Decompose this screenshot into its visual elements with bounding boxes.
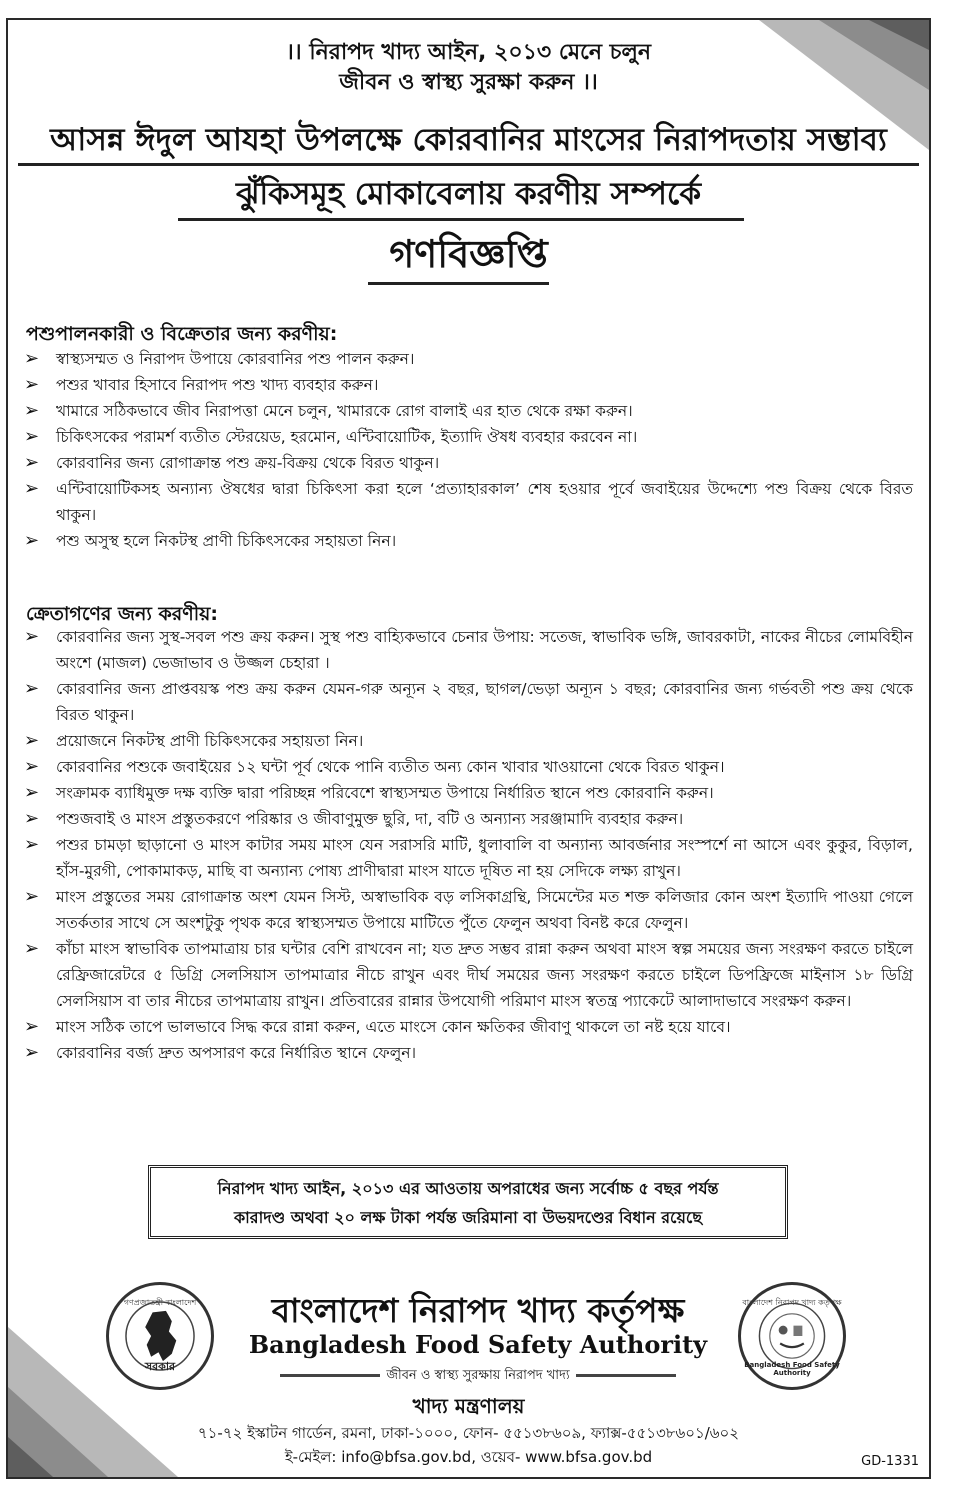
list-item [20,528,913,554]
bfsa-seal-top-text: বাংলাদেশ নিরাপদ খাদ্য কর্তৃপক্ষ [742,1298,842,1307]
list-item [20,450,913,476]
arrow-bullet-icon: ➢ [24,452,40,473]
list-item-text: কাঁচা মাংস স্বাভাবিক তাপমাত্রায় চার ঘন্টার বেশি রাখবেন না; যত দ্রুত সম্ভব রান্না করুন অথবা মাংস স্বল্প সময়ের জন্য সংরক্ষণ করতে চাইলে রেফ্রিজারেটরে ৫ ডিগ্রি সেলসিয়াস তাপমাত্রার নীচে রাখুন এবং দীর্ঘ সময়ের জন্য সংরক্ষণ করতে চাইলে ডিপফ্রিজে মাইনাস ১৮ ডিগ্রি সেলসিয়াস বা তার নীচের তাপমাত্রায় রাখুন। প্রতিবারের রান্নার উপযোগী পরিমাণ মাংস স্বতন্ত্র প্যাকেটে আলাদাভাবে সংরক্ষণ করুন। [56,940,913,1010]
list-item-text: কোরবানির জন্য প্রাপ্তবয়স্ক পশু ক্রয় করুন যেমন-গরু অন্যূন ২ বছর, ছাগল/ভেড়া অন্যূন ১ বছর; কোরবানির জন্য গর্ভবতী পশু ক্রয় থেকে বিরত থাকুন। [56,680,913,724]
list-item [20,832,913,884]
list-item [20,728,913,754]
slogan-line-2: জীবন ও স্বাস্থ্য সুরক্ষা করুন ।। [339,70,598,95]
arrow-bullet-icon: ➢ [24,834,40,855]
bfsa-seal-caption: Bangladesh Food Safety Authority [744,1361,840,1377]
list-item-text: সংক্রামক ব্যাধিমুক্ত দক্ষ ব্যক্তি দ্বারা পরিচ্ছন্ন পরিবেশে স্বাস্থ্যসম্মত উপায়ে নির্ধারিত স্থানে পশু কোরবানি করুন। [56,784,714,802]
govt-seal-top-text: গণপ্রজাতন্ত্রী বাংলাদেশ [123,1298,197,1307]
arrow-bullet-icon: ➢ [24,374,40,395]
list-item-text: মাংস প্রস্তুতের সময় রোগাক্রান্ত অংশ যেমন সিস্ট, অস্বাভাবিক বড় লসিকাগ্রন্থি, সিমেন্টের মত শক্ত কলিজার কোন অংশ ইত্যাদি পাওয়া গেলে সতর্কতার সাথে সে অংশটুকু পৃথক করে স্বাস্থ্যসম্মত উপায়ে মাটিতে পুঁতে ফেলুন অথবা বিনষ্ট করে ফেলুন। [56,888,913,932]
list-item [20,1014,913,1040]
arrow-bullet-icon: ➢ [24,886,40,907]
buyer-section-heading: ক্রেতাগণের জন্য করণীয়: [26,603,218,625]
ministry: খাদ্য মন্ত্রণালয় [412,1394,525,1418]
arrow-bullet-icon: ➢ [24,1016,40,1037]
list-item-text: কোরবানির পশুকে জবাইয়ের ১২ ঘন্টা পূর্ব থেকে পানি ব্যতীত অন্য কোন খাবার খাওয়ানো থেকে বিরত থাকুন। [56,758,725,776]
contact-info: ই-মেইল: info@bfsa.gov.bd, ওয়েব- www.bfsa.gov.bd [284,1448,653,1466]
slogan-line-1: ।। নিরাপদ খাদ্য আইন, ২০১৩ মেনে চলুন [285,40,652,65]
gd-code: GD-1331 [861,1454,919,1469]
title-underline-1 [18,163,919,166]
penalty-box [148,1165,788,1239]
title-line-2: ঝুঁকিসমূহ মোকাবেলায় করণীয় সম্পর্কে [235,176,702,212]
list-item [20,1040,913,1066]
livestock-list [20,346,913,554]
list-item [20,624,913,676]
govt-seal [106,1282,214,1390]
list-item [20,398,913,424]
arrow-bullet-icon: ➢ [24,400,40,421]
list-item-text: খামারে সঠিকভাবে জীব নিরাপত্তা মেনে চলুন, খামারকে রোগ বালাই এর হাত থেকে রক্ষা করুন। [56,402,633,420]
list-item [20,676,913,728]
list-item-text: স্বাস্থ্যসম্মত ও নিরাপদ উপায়ে কোরবানির পশু পালন করুন। [56,350,415,368]
list-item-text: পশুজবাই ও মাংস প্রস্তুতকরণে পরিষ্কার ও জীবাণুমুক্ত ছুরি, দা, বটি ও অন্যান্য সরঞ্জামাদি ব্যবহার করুন। [56,810,684,828]
arrow-bullet-icon: ➢ [24,678,40,699]
org-name-bangla: বাংলাদেশ নিরাপদ খাদ্য কর্তৃপক্ষ [271,1291,685,1330]
list-item [20,476,913,528]
arrow-bullet-icon: ➢ [24,626,40,647]
org-name-english: Bangladesh Food Safety Authority [248,1330,708,1359]
list-item-text: কোরবানির জন্য রোগাক্রান্ত পশু ক্রয়-বিক্রয় থেকে বিরত থাকুন। [56,454,440,472]
address: ৭১-৭২ ইস্কাটন গার্ডেন, রমনা, ঢাকা-১০০০, ফোন- ৫৫১৩৮৬০৯, ফ্যাক্স-৫৫১৩৮৬০১/৬০২ [197,1424,740,1442]
penalty-line-1: নিরাপদ খাদ্য আইন, ২০১৩ এর আওতায় অপরাধের জন্য সর্বোচ্চ ৫ বছর পর্যন্ত [217,1179,719,1198]
govt-seal-caption: সরকার [144,1360,176,1373]
tagline-rule-left [280,1374,380,1377]
penalty-line-2: কারাদণ্ড অথবা ২০ লক্ষ টাকা পর্যন্ত জরিমানা বা উভয়দণ্ডের বিধান রয়েছে [233,1208,703,1227]
livestock-section-heading: পশুপালনকারী ও বিক্রেতার জন্য করণীয়: [26,323,338,345]
arrow-bullet-icon: ➢ [24,478,40,499]
arrow-bullet-icon: ➢ [24,348,40,369]
list-item [20,346,913,372]
list-item-text: পশুর খাবার হিসাবে নিরাপদ পশু খাদ্য ব্যবহার করুন। [56,376,379,394]
arrow-bullet-icon: ➢ [24,782,40,803]
list-item-text: প্রয়োজনে নিকটস্থ প্রাণী চিকিৎসকের সহায়তা নিন। [56,732,364,750]
title-underline-2 [178,218,744,221]
list-item [20,754,913,780]
arrow-bullet-icon: ➢ [24,808,40,829]
arrow-bullet-icon: ➢ [24,730,40,751]
list-item-text: কোরবানির জন্য সুস্থ-সবল পশু ক্রয় করুন। সুস্থ পশু বাহ্যিকভাবে চেনার উপায়: সতেজ, স্বাভাবিক ভঙ্গি, জাবরকাটা, নাকের নীচের লোমবিহীন অংশে (মাজল) ভেজাভাব ও উজ্জল চেহারা । [56,628,913,672]
list-item [20,424,913,450]
list-item [20,884,913,936]
list-item [20,372,913,398]
tagline [228,1366,728,1387]
title-underline-3 [368,282,549,285]
list-item-text: এন্টিবায়োটিকসহ অন্যান্য ঔষধের দ্বারা চিকিৎসা করা হলে ‘প্রত্যাহারকাল’ শেষ হওয়ার পূর্বে জবাইয়ের উদ্দেশ্যে পশু বিক্রয় থেকে বিরত থাকুন। [56,480,913,524]
arrow-bullet-icon: ➢ [24,1042,40,1063]
arrow-bullet-icon: ➢ [24,530,40,551]
title-line-1: আসন্ন ঈদুল আযহা উপলক্ষে কোরবানির মাংসের নিরাপদতায় সম্ভাব্য [50,122,887,158]
tagline-rule-right [576,1374,676,1377]
buyer-list [20,624,913,1066]
list-item-text: মাংস সঠিক তাপে ভালভাবে সিদ্ধ করে রান্না করুন, এতে মাংসে কোন ক্ষতিকর জীবাণু থাকলে তা নষ্ট হয়ে যাবে। [56,1018,731,1036]
slogan [8,38,929,98]
list-item-text: চিকিৎসকের পরামর্শ ব্যতীত স্টেরয়েড, হরমোন, এন্টিবায়োটিক, ইত্যাদি ঔষধ ব্যবহার করবেন না। [56,428,638,446]
arrow-bullet-icon: ➢ [24,938,40,959]
list-item [20,780,913,806]
bfsa-seal [738,1282,846,1390]
notice-title: গণবিজ্ঞপ্তি [389,232,548,276]
tagline-text: জীবন ও স্বাস্থ্য সুরক্ষায় নিরাপদ খাদ্য [386,1368,570,1383]
list-item [20,936,913,1014]
list-item-text: পশুর চামড়া ছাড়ানো ও মাংস কাটার সময় মাংস যেন সরাসরি মাটি, ধুলাবালি বা অন্যান্য আবর্জনার সংস্পর্শে না আসে এবং কুকুর, বিড়াল, হাঁস-মুরগী, পোকামাকড়, মাছি বা অন্যান্য পোষ্য প্রাণীদ্বারা মাংস যাতে দূষিত না হয় সেদিকে লক্ষ্য রাখুন। [56,836,913,880]
notice-frame [6,18,931,1479]
list-item-text: কোরবানির বর্জ্য দ্রুত অপসারণ করে নির্ধারিত স্থানে ফেলুন। [56,1044,417,1062]
list-item-text: পশু অসুস্থ হলে নিকটস্থ প্রাণী চিকিৎসকের সহায়তা নিন। [56,532,397,550]
arrow-bullet-icon: ➢ [24,426,40,447]
list-item [20,806,913,832]
arrow-bullet-icon: ➢ [24,756,40,777]
